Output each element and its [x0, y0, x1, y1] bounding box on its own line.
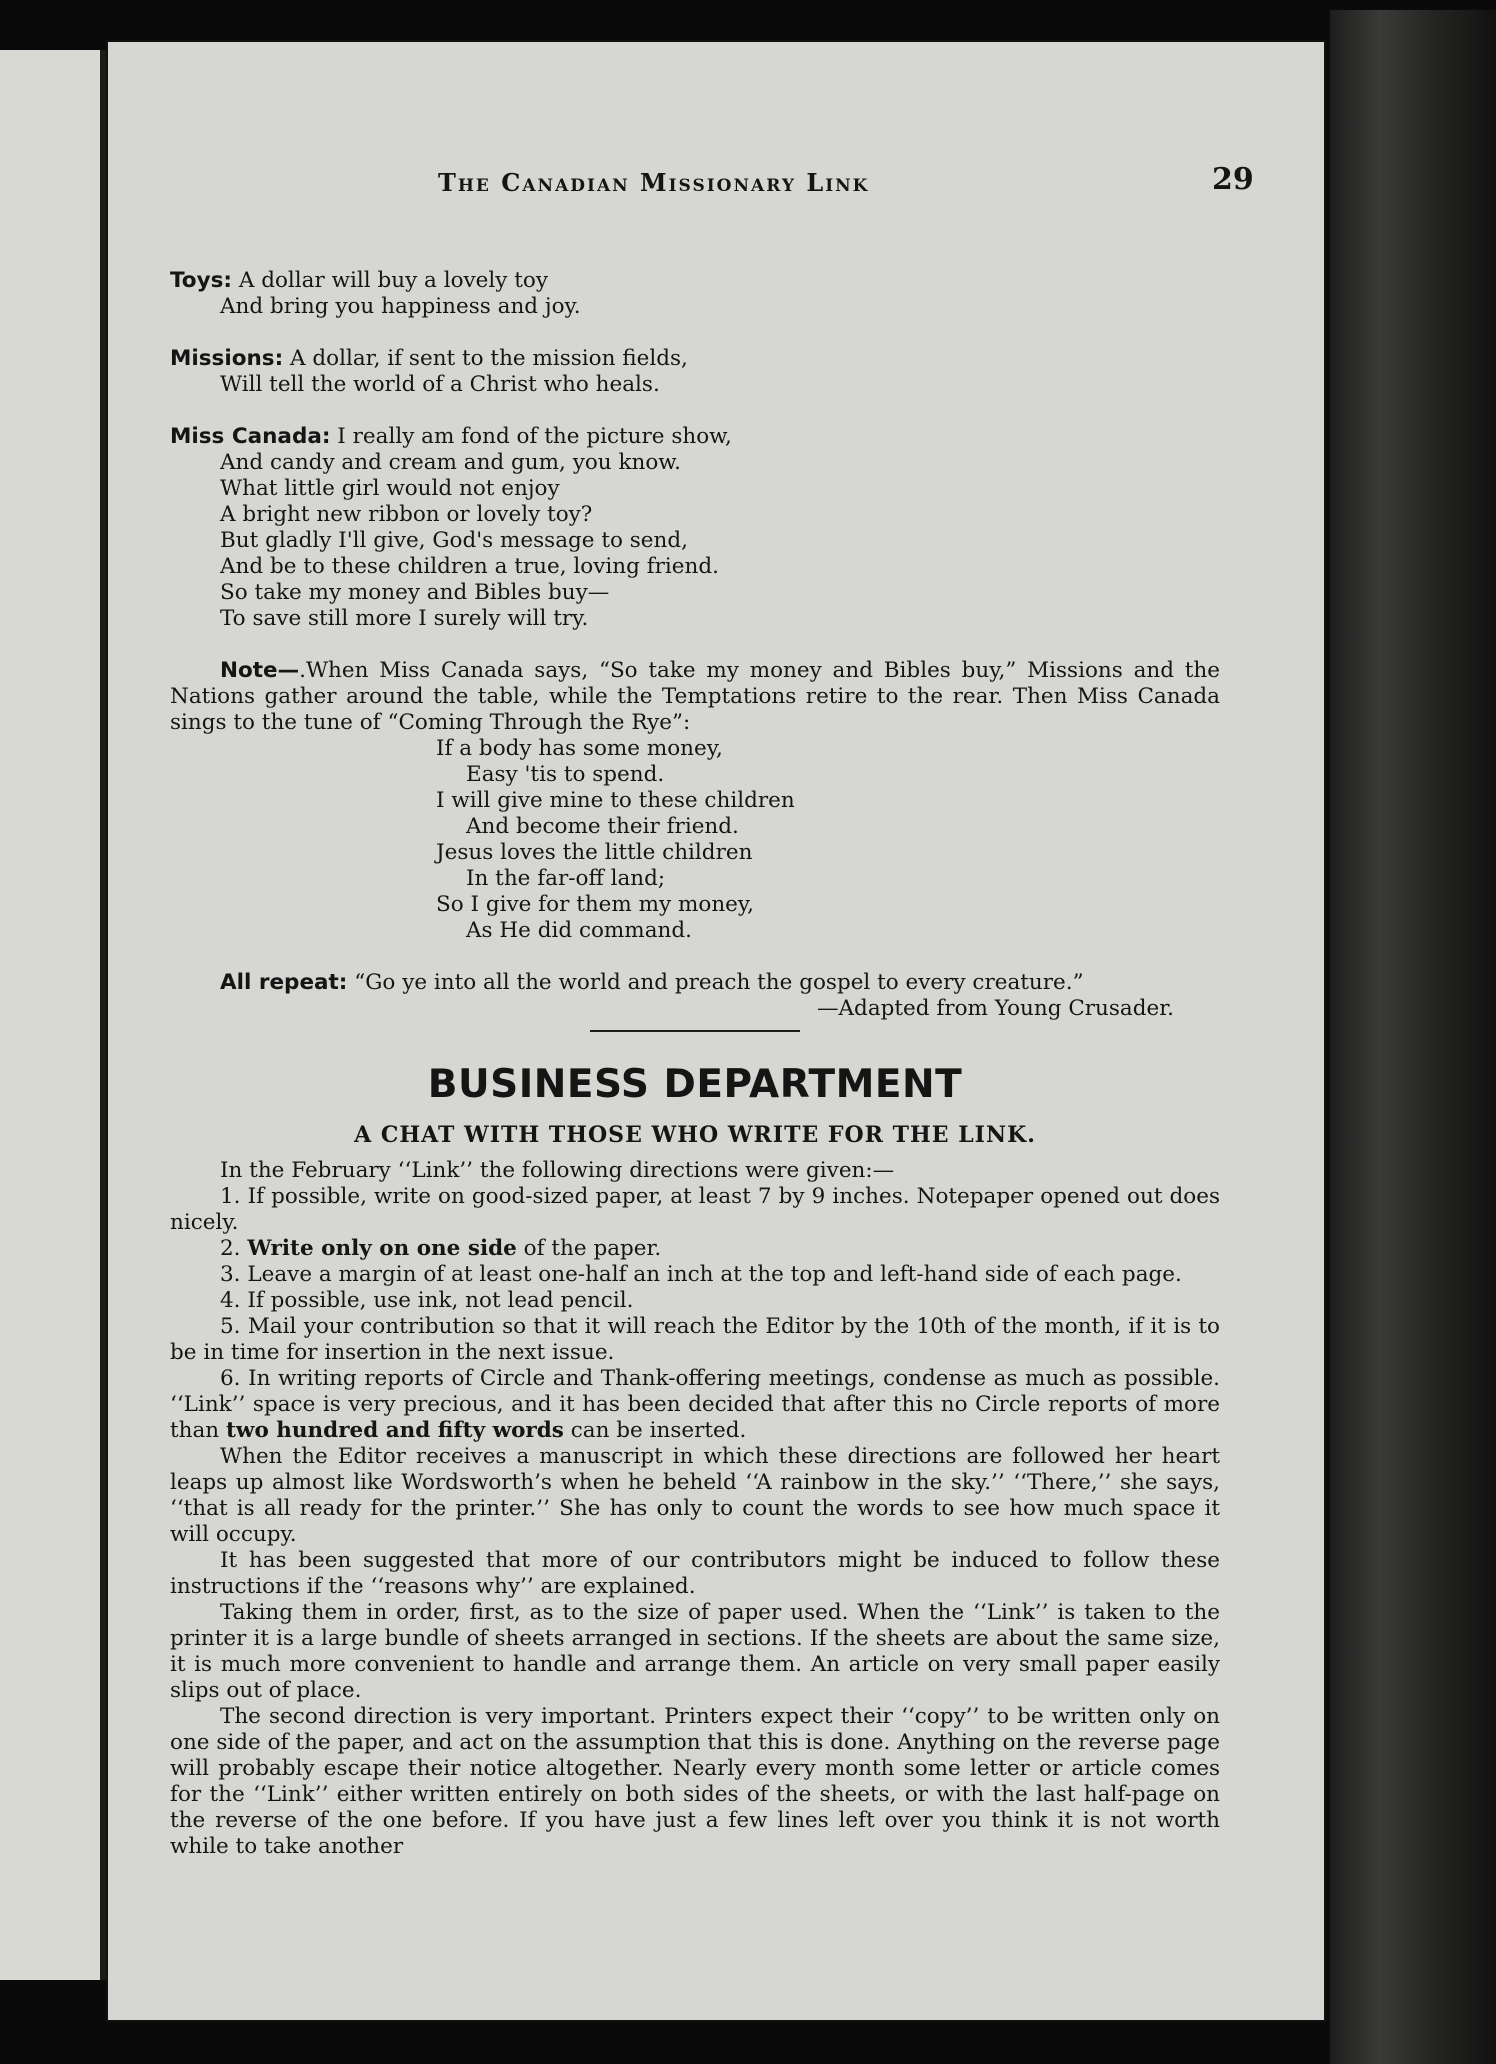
song-line: In the far-off land; — [466, 866, 666, 891]
direction-item — [170, 1366, 1220, 1444]
direction-text: Mail your contribution so that it will reach the Editor by the 10th of the month, if it is to be in time for insertion in the next issue. — [170, 1314, 1220, 1365]
verse-line — [170, 580, 1220, 606]
direction-number: 3. — [220, 1262, 241, 1287]
verse-gap — [170, 398, 1220, 424]
page-number: 29 — [1212, 162, 1254, 197]
journal-title: The Canadian Missionary Link — [438, 168, 870, 197]
verse-line — [170, 424, 1220, 450]
verse-line — [170, 450, 1220, 476]
song-line: Easy 'tis to spend. — [466, 762, 665, 787]
direction-item — [170, 1236, 1220, 1262]
page-header — [108, 162, 1324, 206]
direction-number: 1. — [220, 1184, 241, 1209]
verse-line — [170, 606, 1220, 632]
article-title: A CHAT WITH THOSE WHO WRITE FOR THE LINK. — [354, 1122, 1036, 1148]
verse-line — [170, 268, 1220, 294]
intro-paragraph: In the February ‘‘Link’’ the following directions were given:— — [220, 1158, 895, 1183]
verse-text: But gladly I'll give, God's message to send, — [220, 528, 688, 553]
direction-text: of the paper. — [516, 1236, 662, 1261]
verse-text: And be to these children a true, loving friend. — [220, 554, 719, 579]
direction-item — [170, 1314, 1220, 1366]
verse-line — [170, 502, 1220, 528]
direction-bold-text: Write only on one side — [247, 1236, 517, 1261]
song-line: So I give for them my money, — [436, 892, 755, 917]
verse-line — [170, 528, 1220, 554]
verse-text: Will tell the world of a Christ who heals. — [220, 372, 660, 397]
all-repeat-label: All repeat: — [220, 970, 348, 995]
song-line: If a body has some money, — [436, 736, 723, 761]
verse-text: And bring you happiness and joy. — [220, 294, 581, 319]
attribution: —Adapted from Young Crusader. — [817, 996, 1174, 1021]
verse-gap — [170, 320, 1220, 346]
department-title: BUSINESS DEPARTMENT — [427, 1062, 963, 1107]
verse-text: To save still more I surely will try. — [220, 606, 589, 631]
direction-number: 4. — [220, 1288, 241, 1313]
note-paragraph — [170, 658, 1220, 736]
verse-text: A dollar will buy a lovely toy — [238, 268, 548, 293]
direction-text: In writing reports of Circle and Thank-offering meetings, condense as much as possible. ‘‘Link’’ space is very precious, and it has been decided that after this no Circle reports of more than — [170, 1366, 1220, 1443]
verse-text: A dollar, if sent to the mission fields, — [290, 346, 688, 371]
page — [108, 42, 1324, 2020]
verse-line — [170, 476, 1220, 502]
body-paragraph: When the Editor receives a manuscript in which these directions are followed her heart leaps up almost like Wordsworth’s when he beheld ‘‘A rainbow in the sky.’’ ‘‘There,’’ she says, ‘‘that is all ready for the printer.’’ She has only to count the words to see how much space it will occupy. — [170, 1444, 1220, 1547]
body-paragraph: Taking them in order, first, as to the size of paper used. When the ‘‘Link’’ is taken to the printer it is a large bundle of sheets arranged in sections. If the sheets are about the same size, it is much more convenient to handle and arrange them. An article on very small paper easily slips out of place. — [170, 1600, 1220, 1703]
direction-bold-text: two hundred and fifty words — [226, 1418, 564, 1443]
song-line: Jesus loves the little children — [436, 840, 753, 865]
note-text: .When Miss Canada says, “So take my money and Bibles buy,” Missions and the Nations gather around the table, while the Temptations retire to the rear. Then Miss Canada sings to the tune of “Coming Through the Rye”: — [170, 658, 1220, 735]
all-repeat-text: “Go ye into all the world and preach the gospel to every creature.” — [354, 970, 1084, 995]
verse-line — [170, 294, 1220, 320]
direction-number: 2. — [220, 1236, 241, 1261]
speaker-label: Toys: — [170, 268, 232, 293]
section-divider — [590, 1030, 800, 1032]
song-line: I will give mine to these children — [436, 788, 795, 813]
direction-text: If possible, use ink, not lead pencil. — [247, 1288, 634, 1313]
directions-list — [170, 1184, 1220, 1366]
verse-text: What little girl would not enjoy — [220, 476, 560, 501]
page-content — [170, 268, 1220, 1860]
verse-text: I really am fond of the picture show, — [337, 424, 732, 449]
direction-number: 5. — [220, 1314, 241, 1339]
adjacent-page-edge — [0, 50, 112, 1980]
verse-text: A bright new ribbon or lovely toy? — [220, 502, 593, 527]
song-verse — [170, 736, 1220, 944]
book-spine-edge — [1330, 10, 1496, 2064]
direction-number: 6. — [220, 1366, 241, 1391]
direction-text: If possible, write on good-sized paper, at least 7 by 9 inches. Notepaper opened out does nicely. — [170, 1184, 1220, 1235]
note-label: Note— — [220, 658, 300, 683]
verse-line — [170, 554, 1220, 580]
verse-text: And candy and cream and gum, you know. — [220, 450, 681, 475]
article-body — [170, 1444, 1220, 1860]
body-paragraph: It has been suggested that more of our contributors might be induced to follow these instructions if the ‘‘reasons why’’ are explained. — [170, 1548, 1220, 1599]
direction-item — [170, 1262, 1220, 1288]
song-line: As He did command. — [466, 918, 692, 943]
dialogue-verses — [170, 268, 1220, 632]
all-repeat-paragraph — [170, 970, 1220, 996]
direction-text: Leave a margin of at least one-half an inch at the top and left-hand side of each page. — [247, 1262, 1182, 1287]
song-line: And become their friend. — [466, 814, 739, 839]
verse-line — [170, 372, 1220, 398]
verse-line — [170, 346, 1220, 372]
speaker-label: Miss Canada: — [170, 424, 331, 449]
speaker-label: Missions: — [170, 346, 284, 371]
body-paragraph: The second direction is very important. Printers expect their ‘‘copy’’ to be written only on one side of the paper, and act on the assumption that this is done. Anything on the reverse page will probably escape their notice altogether. Nearly every month some letter or article comes for the ‘‘Link’’ either written entirely on both sides of the sheets, or with the last half-page on the reverse of the one before. If you have just a few lines left over you think it is not worth while to take another — [170, 1704, 1220, 1859]
direction-item — [170, 1288, 1220, 1314]
verse-text: So take my money and Bibles buy— — [220, 580, 610, 605]
direction-text: can be inserted. — [563, 1418, 747, 1443]
direction-item — [170, 1184, 1220, 1236]
